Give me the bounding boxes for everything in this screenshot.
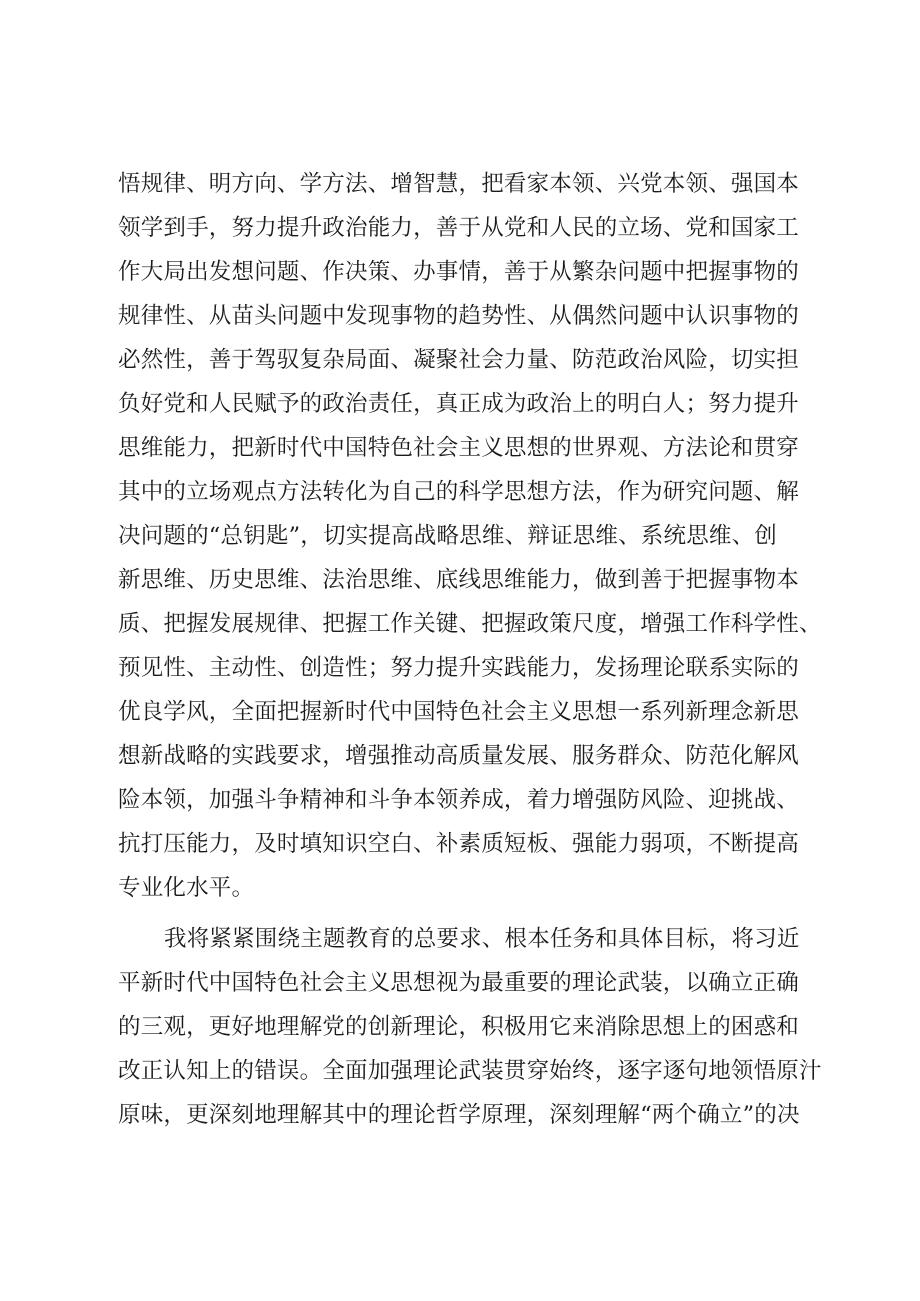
text-line-19: 平新时代中国特色社会主义思想视为最重要的理论武装，以确立正确 xyxy=(118,970,800,996)
text-line-7: 思维能力，把新时代中国特色社会主义思想的世界观、方法论和贯穿 xyxy=(118,435,800,461)
text-line-1: 悟规律、明方向、学方法、增智慧，把看家本领、兴党本领、强国本 xyxy=(118,171,800,197)
text-line-11: 质、把握发展规律、把握工作关键、把握政策尺度，增强工作科学性、 xyxy=(118,611,822,637)
text-line-10: 新思维、历史思维、法治思维、底线思维能力，做到善于把握事物本 xyxy=(118,567,800,593)
text-line-13: 优良学风，全面把握新时代中国特色社会主义思想一系列新理念新思 xyxy=(118,699,800,725)
text-line-12: 预见性、主动性、创造性；努力提升实践能力，发扬理论联系实际的 xyxy=(118,655,800,681)
text-line-21: 改正认知上的错误。全面加强理论武装贯穿始终，逐字逐句地领悟原汁 xyxy=(118,1058,822,1084)
text-line-9: 决问题的“总钥匙”，切实提高战略思维、辩证思维、系统思维、创 xyxy=(118,523,778,549)
text-line-2: 领学到手，努力提升政治能力，善于从党和人民的立场、党和国家工 xyxy=(118,215,800,241)
text-line-8: 其中的立场观点方法转化为自己的科学思想方法，作为研究问题、解 xyxy=(118,479,800,505)
text-line-17: 专业化水平。 xyxy=(118,875,255,901)
text-line-18: 我将紧紧围绕主题教育的总要求、根本任务和具体目标，将习近 xyxy=(164,926,800,952)
text-line-16: 抗打压能力，及时填知识空白、补素质短板、强能力弱项，不断提高 xyxy=(118,831,800,857)
text-line-6: 负好党和人民赋予的政治责任，真正成为政治上的明白人；努力提升 xyxy=(118,391,800,417)
text-line-3: 作大局出发想问题、作决策、办事情，善于从繁杂问题中把握事物的 xyxy=(118,259,800,285)
text-line-4: 规律性、从苗头问题中发现事物的趋势性、从偶然问题中认识事物的 xyxy=(118,303,800,329)
text-line-14: 想新战略的实践要求，增强推动高质量发展、服务群众、防范化解风 xyxy=(118,743,800,769)
text-line-15: 险本领，加强斗争精神和斗争本领养成，着力增强防风险、迎挑战、 xyxy=(118,787,800,813)
text-line-22: 原味，更深刻地理解其中的理论哲学原理，深刻理解“两个确立”的决 xyxy=(118,1102,800,1128)
text-line-20: 的三观，更好地理解党的创新理论，积极用它来消除思想上的困惑和 xyxy=(118,1014,800,1040)
text-line-5: 必然性，善于驾驭复杂局面、凝聚社会力量、防范政治风险，切实担 xyxy=(118,347,800,373)
